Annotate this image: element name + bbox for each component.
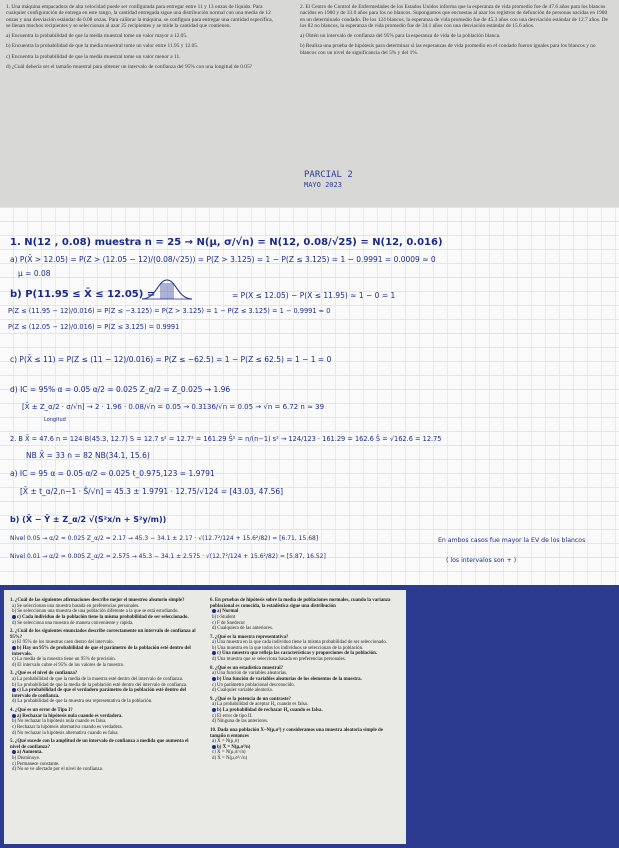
problem-2a: a) Obtén un intervalo de confianza del 95% para la esperanza de vida de la población blanca. [300, 33, 501, 40]
problem-2 [300, 4, 610, 60]
answer-mark-icon [12, 615, 16, 619]
handwritten-notes [0, 207, 619, 585]
note-line-5: P(Z ≤ (11.95 − 12)/0.016) = P(Z ≤ −3.125) = P(Z > 3.125) = 1 − P(Z ≤ 3.125) = 1 − 0.9991 ≈ 0 [8, 307, 331, 315]
quiz-q4-option-label: a) Rechazar la hipótesis nula cuando es verdadera. [17, 713, 123, 719]
quiz-q2-text: 2. ¿Cuál de los siguientes enunciados describe correctamente un intervalo de confianza al 95%? [10, 629, 196, 640]
quiz-q4-text: 4. ¿Qué es un error de Tipo I? [10, 708, 73, 714]
quiz-q5-option: c) Permanece constante. [12, 761, 60, 767]
note-longitud: Longitud [44, 417, 66, 423]
answer-mark-icon [212, 745, 216, 749]
quiz-q2 [10, 629, 198, 668]
quiz-q7-option: a) Una muestra en la que cada individuo tiene la misma probabilidad de ser seleccionado. [212, 640, 388, 646]
note-line-12: a) IC = 95 α = 0.05 α/2 = 0.025 t_0.975,123 = 1.9791 [10, 469, 215, 478]
quiz-q6 [210, 598, 396, 632]
quiz-q3 [10, 671, 198, 705]
note-conclusion-2: ( los intervalos son + ) [446, 557, 517, 564]
note-line-8: d) IC = 95% α = 0.05 α/2 = 0.025 Z_α/2 = Z_0.025 → 1.96 [10, 385, 231, 394]
quiz-q6-option: d) Cualquiera de las anteriores. [212, 626, 273, 632]
quiz-q4 [10, 708, 198, 736]
note-line-13: [X̄ ± t_α/2,n−1 · Ŝ/√n] = 45.3 ± 1.9791 · 12.75/√124 = [43.03, 47.56] [20, 487, 284, 496]
quiz-q1-option: b) Se seleccionan una muestra de una población diferente a la que se está estudiando. [12, 609, 179, 615]
quiz-q8-option: a) Una función de variables aleatorias. [212, 671, 288, 677]
answer-mark-icon [212, 609, 216, 613]
note-line-14: b) (X̄ − Ȳ ± Z_α/2 √(S²x/n + S²y/m)) [10, 515, 167, 524]
quiz-q7-text: 7. ¿Qué es la muestra representativa? [210, 634, 289, 640]
note-line-15: Nivel 0.05 → α/2 = 0.025 Z_α/2 = 2.17 → 45.3 − 34.1 ± 2.17 · √(12.7²/124 + 15.6²/82) = [6.71, 15.68] [10, 535, 319, 542]
answer-mark-icon [12, 750, 16, 754]
note-line-7: c) P(X̄ ≤ 11) = P(Z ≤ (11 − 12)/0.016) = P(Z ≤ −62.5) = 1 − P(Z ≤ 62.5) = 1 − 1 = 0 [10, 355, 332, 364]
stamp-date: MAYO 2023 [304, 181, 342, 189]
answer-mark-icon [212, 708, 216, 712]
quiz-q10-option-label: b) X̄ = N(μ,σ²/n) [217, 744, 251, 750]
quiz-q5-option: d) No se ve afectado por el nivel de confianza. [12, 767, 103, 773]
note-line-2: a) P(X̄ > 12.05) = P(Z > (12.05 − 12)/(0.08/√25)) = P(Z > 3.125) = 1 − P(Z ≤ 3.125) = 1 − 0.9991 = 0.0009 ≈ 0 [10, 255, 436, 264]
answer-mark-icon [12, 688, 16, 692]
answer-mark-icon [12, 714, 16, 718]
note-line-4-result: = P(X ≤ 12.05) − P(X ≤ 11.95) ≈ 1 − 0 = 1 [232, 291, 396, 300]
note-conclusion: En ambos casos fue mayor la EV de los blancos [438, 537, 586, 544]
problem-1 [6, 4, 278, 74]
quiz-q1 [10, 598, 198, 626]
quiz-q9-text: 9. ¿Qué es la potencia de un contraste? [210, 696, 291, 702]
quiz-q4-option: d) No rechazar la hipótesis alternativa cuando es falsa. [12, 730, 119, 736]
quiz-q1-option: a) Se seleccionan una muestra basada en preferencias personales. [12, 603, 140, 609]
quiz-q9-option-label: b) La probabilidad de rechazar H₀ cuando es falsa. [217, 708, 323, 714]
quiz-q10-text: 10. Dada una población X~N(μ,σ²) y consideramos una muestra aleatoria simple de tamaño n entonces [210, 727, 383, 739]
note-line-10: 2. B X̄ = 47.6 n = 124 B(45.3, 12.7) S = 12.7 s² = 12.7² = 161.29 Ŝ² = n/(n−1) s² → 124/123 · 161.29 = 162.6 Ŝ = √162.6 = 12.75 [10, 435, 442, 443]
problem-1a: a) Encuentra la probabilidad de que la media muestral tome un valor mayor a 12.05. [6, 33, 188, 40]
quiz-q10-option: d) X̄ = N(μ,σ²/√n) [212, 756, 248, 762]
quiz-q2-option: a) El 95% de los muestras caen dentro del intervalo. [12, 640, 114, 646]
quiz-q10-option: c) X̄ = N(μ,σ/√n) [212, 750, 246, 756]
stamp-title: PARCIAL 2 [304, 170, 353, 180]
quiz-q2-option-selected [12, 646, 198, 657]
quiz-q2-option: d) El intervalo cubre el 95% de los valores de la muestra. [12, 662, 124, 668]
quiz-q10 [210, 728, 396, 762]
quiz-left-column [10, 598, 198, 776]
answer-mark-icon [212, 677, 216, 681]
problem-2b: b) Realiza una prueba de hipótesis para determinar si las esperanzas de vida promedio en el condado fueron iguales para los blancos y no blancos con un nivel de significancia del 5% y del 1%. [300, 43, 596, 56]
quiz-q6-text: 6. En pruebas de hipótesis sobre la media de poblaciones normales, cuando la varianza poblacional es conocida, la estadística sigue una distribución [210, 598, 391, 609]
quiz-q9-option: a) La probabilidad de aceptar H₀ cuando es falsa. [212, 702, 309, 708]
quiz-q2-option-label: b) Hay un 95% de probabilidad de que el parámetro de la población esté dentro del intervalo. [12, 646, 191, 657]
quiz-q3-option: b) La probabilidad de que la media de la población esté dentro del intervalo de confianza. [12, 682, 188, 688]
quiz-q8-option-label: b) Una función de variables aleatorias de los elementos de la muestra. [217, 677, 362, 683]
quiz-q5 [10, 739, 198, 773]
quiz-q4-option: b) No rechazar la hipótesis nula cuando es falsa. [12, 719, 107, 725]
problem-1c: c) Encuentra la probabilidad de que la media muestral tome un valor menor a 11. [6, 53, 181, 60]
quiz-q3-text: 3. ¿Qué es el nivel de confianza? [10, 671, 78, 677]
quiz-q7-option: b) Una muestra en la que todos los individuos se seleccionan de la población. [212, 645, 364, 651]
note-line-1: 1. N(12 , 0.08) muestra n = 25 → N(μ, σ/√n) = N(12, 0.08/√25) = N(12, 0.016) [10, 237, 443, 248]
quiz-q7-option-label: c) Una muestra que refleja las características y proporciones de la población. [217, 651, 378, 657]
quiz-q5-option: b) Disminuye. [12, 756, 40, 762]
quiz-q6-option-label: a) Normal [217, 609, 239, 615]
quiz-q8-text: 8. ¿Qué es un estadístico muestral? [210, 665, 284, 671]
quiz-q9-option: c) El error de tipo II. [212, 713, 253, 719]
note-line-4: b) P(11.95 ≤ X̄ ≤ 12.05) = [10, 289, 156, 300]
problem-1d: d) ¿Cuál debería ser el tamaño muestral para obtener un intervalo de confianza del 95% con una longitud de 0.05? [6, 64, 253, 71]
quiz-q6-option: c) F de Snedecor [212, 620, 245, 626]
quiz-q10-option: a) X̄ = N(μ,σ) [212, 739, 240, 745]
exam-photo [0, 0, 619, 207]
quiz-q9 [210, 697, 396, 725]
problem-2-text: 2. El Centro de Control de Enfermedades de los Estados Unidos informa que la esperanza de vida promedio fue de 47.6 años para los blancos nacidos en 1900 y de 33.0 años para los no blancos. Supongamos que encuestas al azar los registros de defunción de personas nacidas en 1900 en un determinado condado. De los 124 blancos, la esperanza de vida promedio fue de 45.3 años con una desviación estándar de 12.7 años. De los 82 no blancos, la esperanza de vida promedio fue de 34.1 años con una desviación estándar de 15.6 años. [300, 4, 608, 29]
note-line-16: Nivel 0.01 → α/2 = 0.005 Z_α/2 = 2.575 → 45.3 − 34.1 ± 2.575 · √(12.7²/124 + 15.6²/82) = [5.87, 16.52] [10, 553, 326, 560]
answer-mark-icon [212, 651, 216, 655]
quiz-q3-option: a) La probabilidad de que la media de la muestra esté dentro del intervalo de confianza. [12, 676, 184, 682]
quiz-q1-option-selected [12, 615, 198, 621]
quiz-q1-option-label: c) Cada individuo de la población tiene la misma probabilidad de ser seleccionado. [17, 614, 189, 620]
quiz-q1-option: d) Se selecciona una muestra de manera conveniente y rápida. [12, 620, 134, 626]
normal-curve-sketch [140, 277, 194, 301]
quiz-q3-option-selected [12, 688, 198, 699]
quiz-q3-option: d) La probabilidad de que la muestra sea representativa de la población. [12, 699, 153, 705]
note-line-11: NB X̄ = 33 n = 82 NB(34.1, 15.6) [26, 451, 150, 460]
quiz-q1-text: 1. ¿Cuál de las siguientes afirmaciones describe mejor el muestreo aleatorio simple? [10, 598, 185, 603]
note-line-6: P(Z ≤ (12.05 − 12)/0.016) = P(Z ≤ 3.125) = 0.9991 [8, 323, 180, 331]
exam-stamp [304, 170, 353, 190]
quiz-q5-text: 5. ¿Qué sucede con la amplitud de un intervalo de confianza a medida que aumenta el nivel de confianza? [10, 739, 189, 750]
quiz-right-column [210, 598, 396, 765]
quiz-q7 [210, 635, 396, 663]
answer-mark-icon [12, 646, 16, 650]
quiz-q2-option: c) La media de la muestra tiene un 95% de precisión. [12, 657, 116, 663]
problem-1b: b) Encuentra la probabilidad de que la media muestral tome un valor entre 11.95 y 12.05. [6, 43, 199, 50]
quiz-q4-option: c) Rechazar la hipótesis alternativa cuando es verdadera. [12, 724, 123, 730]
quiz-q7-option: d) Una muestra que se selecciona basada en preferencias personales. [212, 657, 346, 663]
quiz-sheet [4, 590, 406, 844]
problem-1-text: 1. Una máquina empacadora de alta velocidad puede ser configurada para entregar entre 11 y 13 onzas de líquido. Para cualquier configuración de entrega en este rango, la cantidad entregada sigue una distribución normal con una media de 12 onzas y una desviación estándar de 0.08 onzas. Para calibrar la máquina, se configura para entregar una cantidad específica, se llenan muchos recipientes y se seleccionan al azar 25 recipientes y se mide la cantidad que contienen. [6, 4, 274, 29]
quiz-q6-option: b) t-Student [212, 614, 236, 620]
quiz-q8 [210, 666, 396, 694]
quiz-q5-option-label: a) Aumenta. [17, 750, 43, 756]
quiz-q9-option: d) Ninguna de las anteriores. [212, 719, 269, 725]
quiz-q3-option-label: c) La probabilidad de que el verdadero parámetro de la población esté dentro del intervalo de confianza. [12, 688, 187, 699]
quiz-photo [0, 585, 619, 848]
note-line-3: μ = 0.08 [18, 269, 51, 278]
quiz-q8-option: d) Cualquier variable aleatoria. [212, 688, 273, 694]
quiz-q8-option: c) Un parámetro poblacional desconocido. [212, 682, 295, 688]
note-line-9: [X̄ ± Z_α/2 · σ/√n] → 2 · 1.96 · 0.08/√n = 0.05 → 0.3136/√n = 0.05 → √n = 6.72 n ≈ 39 [22, 403, 325, 411]
